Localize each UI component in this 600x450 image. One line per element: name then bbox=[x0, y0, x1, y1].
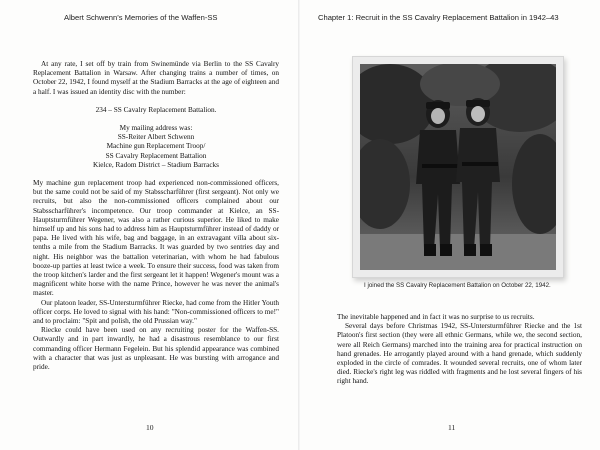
address-intro: My mailing address was: bbox=[119, 124, 193, 133]
paragraph-1: At any rate, I set off by train from Swinemünde via Berlin to the SS Cavalry Replacement Battalion in Warsaw. After changing trains a number of times, on October 22, 1942, I found myself at the Stadium Barracks at the age of eighteen and a half. I was issued an identity disc with the number: bbox=[33, 60, 279, 96]
page-number-left: 10 bbox=[146, 423, 154, 432]
page-number-right: 11 bbox=[448, 423, 456, 432]
left-page-body bbox=[33, 60, 279, 372]
running-head-left: Albert Schwenn’s Memories of the Waffen-SS bbox=[64, 13, 218, 22]
paragraph-4: Riecke could have been used on any recruiting poster for the Waffen-SS. Outwardly and in part inwardly, he had a disastrous resemblance to our first commanding officer Hermann Fegelein. But his splendid appearance was combined with a character that was just as unpleasant. He was bursting with arrogance and pride. bbox=[33, 326, 279, 372]
photo-caption: I joined the SS Cavalry Replacement Battalion on October 22, 1942. bbox=[364, 282, 551, 289]
paragraph-3: Our platoon leader, SS-Untersturmführer Riecke, had come from the Hitler Youth officer corps. He loved to signal with his hand: "Non-commissioned officers to me!" and to proclaim: "Spit and polish, the old Prussian way." bbox=[33, 298, 279, 326]
address-line-1: SS-Reiter Albert Schwenn bbox=[117, 133, 195, 142]
address-line-3: SS Cavalry Replacement Battalion bbox=[105, 151, 207, 160]
paragraph-right-1: The inevitable happened and in fact it was no surprise to us recruits. bbox=[337, 313, 535, 321]
address-line-2: Machine gun Replacement Troop/ bbox=[106, 142, 206, 151]
historical-photo bbox=[360, 64, 556, 270]
paragraph-right-2: Several days before Christmas 1942, SS-Untersturmführer Riecke and the 1st Platoon's first section (they were all ethnic Germans, while we, the second section, were all Reich Germans) marched into the training area for practical instruction on hand grenades. He arrogantly played around with a hand grenade, which suddenly exploded in the circle of comrades. It wounded several recruits, one of whom later died. Riecke's right leg was riddled with fragments and he lost several fingers of his right hand. bbox=[337, 322, 582, 386]
address-line-4: Kielce, Radom District – Stadium Barracks bbox=[92, 160, 220, 169]
right-page-body bbox=[337, 313, 582, 387]
photo-two-soldiers bbox=[360, 64, 556, 270]
id-disc-line: 234 – SS Cavalry Replacement Battalion. bbox=[95, 105, 217, 114]
running-head-right: Chapter 1: Recruit in the SS Cavalry Replacement Battalion in 1942–43 bbox=[318, 13, 559, 22]
photo-frame bbox=[352, 56, 564, 278]
paragraph-2: My machine gun replacement troop had experienced non-commissioned officers, but the same could not be said of my Stabsscharführer (first sergeant). Not only we recruits, but also the non-commissioned officers complained about our Stabsscharführer's incompetence. Our troop commander at Kielce, an SS-Hauptsturmführer Wegener, was also a rather curious superior. He liked to make himself up and his sons had to address him as Hauptsturmführer instead of daddy or papa. He lived with his wife, bag and baggage, in an extravagant villa about six-tenths a mile from the Stadium Barracks. It was guarded by two sentries day and night. His neighbor was the battalion veterinarian, with whom he had fabulous booze-up parties at least twice a week. To ensure their success, food was taken from the troop kitchen's larder and the first sergeant let it happen! Wegener's mount was a magnificent white horse with the name Prince, however he was never the animal's master. bbox=[33, 179, 279, 298]
right-page bbox=[300, 0, 600, 450]
